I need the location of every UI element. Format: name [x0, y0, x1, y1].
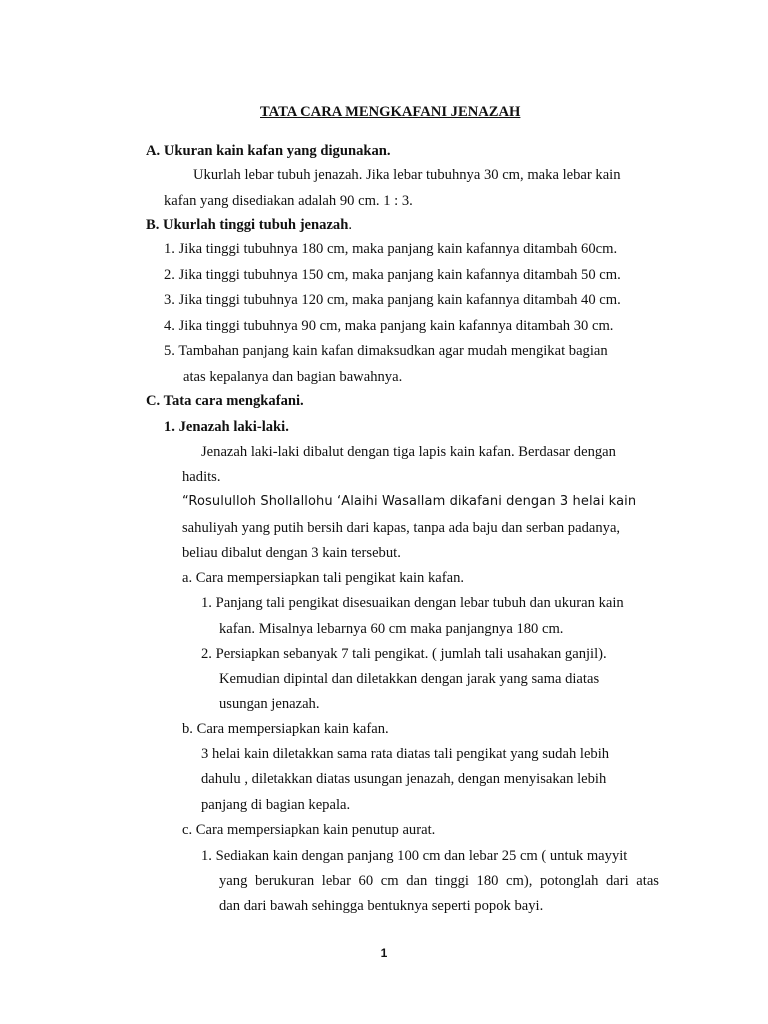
- sub-c-item-1-line-2: yang berukuran lebar 60 cm dan tinggi 180 cm), potonglah dari atas: [219, 873, 659, 889]
- sub-b-line-2: dahulu , diletakkan diatas usungan jenazah, dengan menyisakan lebih: [201, 771, 607, 787]
- sub-c-item-1-line-1: 1. Sediakan kain dengan panjang 100 cm dan lebar 25 cm ( untuk mayyit: [201, 848, 628, 864]
- sub-b-line-3: panjang di bagian kepala.: [201, 797, 351, 813]
- sub-a-item-1-line-2: kafan. Misalnya lebarnya 60 cm maka panjangnya 180 cm.: [219, 621, 564, 637]
- section-c-heading: C. Tata cara mengkafani.: [146, 393, 304, 409]
- sub-c-heading: c. Cara mempersiapkan kain penutup aurat.: [182, 822, 436, 838]
- hadith-quote-line-1: “Rosululloh Shollallohu ‘Alaihi Wasallam dikafani dengan 3 helai kain: [182, 494, 637, 509]
- page-title: TATA CARA MENGKAFANI JENAZAH: [260, 104, 521, 120]
- para1-line-2: hadits.: [182, 469, 221, 485]
- sub-b-line-1: 3 helai kain diletakkan sama rata diatas tali pengikat yang sudah lebih: [201, 746, 610, 762]
- section-b-item-3: 3. Jika tinggi tubuhnya 120 cm, maka panjang kain kafannya ditambah 40 cm.: [164, 292, 621, 308]
- section-a-heading: A. Ukuran kain kafan yang digunakan.: [146, 143, 391, 159]
- para1-line-1: Jenazah laki-laki dibalut dengan tiga lapis kain kafan. Berdasar dengan: [201, 444, 616, 460]
- sub1-heading: 1. Jenazah laki-laki.: [164, 419, 289, 435]
- section-a-line-2: kafan yang disediakan adalah 90 cm. 1 : 3.: [164, 193, 413, 209]
- page-number: 1: [380, 946, 388, 960]
- sub-b-heading: b. Cara mempersiapkan kain kafan.: [182, 721, 389, 737]
- section-a-line-1: Ukurlah lebar tubuh jenazah. Jika lebar tubuhnya 30 cm, maka lebar kain: [193, 167, 621, 183]
- section-b-item-1: 1. Jika tinggi tubuhnya 180 cm, maka panjang kain kafannya ditambah 60cm.: [164, 241, 618, 257]
- sub-a-heading: a. Cara mempersiapkan tali pengikat kain kafan.: [182, 570, 465, 586]
- hadith-quote-line-3: beliau dibalut dengan 3 kain tersebut.: [182, 545, 401, 561]
- section-b-heading-bold: B. Ukurlah tinggi tubuh jenazah: [146, 217, 349, 233]
- sub-c-item-1-line-3: dan dari bawah sehingga bentuknya seperti popok bayi.: [219, 898, 544, 914]
- hadith-quote-line-2: sahuliyah yang putih bersih dari kapas, tanpa ada baju dan serban padanya,: [182, 520, 621, 536]
- section-b-item-4: 4. Jika tinggi tubuhnya 90 cm, maka panjang kain kafannya ditambah 30 cm.: [164, 318, 614, 334]
- section-b-heading-tail: .: [348, 217, 352, 233]
- section-b-item-5: 5. Tambahan panjang kain kafan dimaksudkan agar mudah mengikat bagian: [164, 343, 608, 359]
- sub-a-item-1-line-1: 1. Panjang tali pengikat disesuaikan dengan lebar tubuh dan ukuran kain: [201, 595, 624, 611]
- sub-a-item-2-line-1: 2. Persiapkan sebanyak 7 tali pengikat. ( jumlah tali usahakan ganjil).: [201, 646, 607, 662]
- section-b-item-2: 2. Jika tinggi tubuhnya 150 cm, maka panjang kain kafannya ditambah 50 cm.: [164, 267, 621, 283]
- section-b-item-5-cont: atas kepalanya dan bagian bawahnya.: [183, 369, 403, 385]
- section-b-heading: [146, 216, 352, 234]
- sub-a-item-2-line-3: usungan jenazah.: [219, 696, 320, 712]
- sub-a-item-2-line-2: Kemudian dipintal dan diletakkan dengan jarak yang sama diatas: [219, 671, 600, 687]
